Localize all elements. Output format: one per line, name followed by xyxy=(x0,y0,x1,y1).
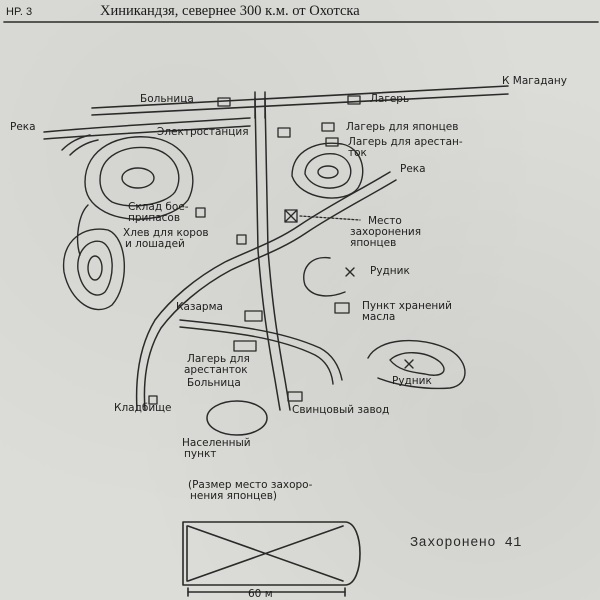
label-burial-site-2: захоронения xyxy=(350,226,422,238)
label-ammo-depot-2: припасов xyxy=(128,212,181,224)
label-burial-site-1: Место xyxy=(368,215,402,227)
label-burial-site-3: японцев xyxy=(350,237,397,249)
label-site-size-2: нения японцев) xyxy=(190,490,278,502)
label-hospital-south: Больница xyxy=(187,377,241,389)
label-scale-60m: 60 м xyxy=(248,588,273,600)
label-camp-prisoners-2: ток xyxy=(348,147,367,159)
burial-site-marker xyxy=(285,210,360,222)
label-hospital-north: Больница xyxy=(140,93,194,105)
label-barn-1: Хлев для коров xyxy=(123,227,209,239)
label-camp-women-1: Лагерь для xyxy=(187,353,250,365)
label-site-size-1: (Размер место захоро- xyxy=(188,479,313,491)
label-oil-storage-2: масла xyxy=(362,311,396,323)
label-barn-2: и лошадей xyxy=(125,238,185,250)
map-title: Хиникандзя, севернее 300 к.м. от Охотска xyxy=(100,3,360,19)
label-power-station: Электростанция xyxy=(157,126,249,138)
hill-west xyxy=(64,229,125,309)
label-camp-japanese: Лагерь для японцев xyxy=(346,121,459,133)
label-barracks: Казарма xyxy=(176,301,223,313)
building-boxes xyxy=(149,96,360,404)
burial-size-diagram xyxy=(183,522,360,596)
label-camp-women-2: арестанток xyxy=(184,364,248,376)
label-lead-plant: Свинцовый завод xyxy=(292,404,390,416)
label-settlement-2: пункт xyxy=(184,448,217,460)
settlement-ellipse xyxy=(207,401,267,435)
label-camp: Лагерь xyxy=(370,93,410,105)
label-river-east: Река xyxy=(400,163,426,175)
label-river-west: Река xyxy=(10,121,36,133)
sheet-number: HP. 3 xyxy=(6,6,33,18)
label-mine-1: Рудник xyxy=(370,265,410,277)
mine-1-contour xyxy=(304,258,345,296)
label-ammo-depot-1: Склад бое- xyxy=(128,201,189,213)
label-settlement-1: Населенный xyxy=(182,437,251,449)
label-to-magadan: К Магадану xyxy=(502,75,568,87)
label-oil-storage-1: Пункт хранений xyxy=(362,300,452,312)
label-camp-prisoners-1: Лагерь для арестан- xyxy=(348,136,463,148)
label-mine-2: Рудник xyxy=(392,375,432,387)
label-cemetery: Кладбище xyxy=(114,402,172,414)
buried-count: Захоронено 41 xyxy=(410,536,522,551)
